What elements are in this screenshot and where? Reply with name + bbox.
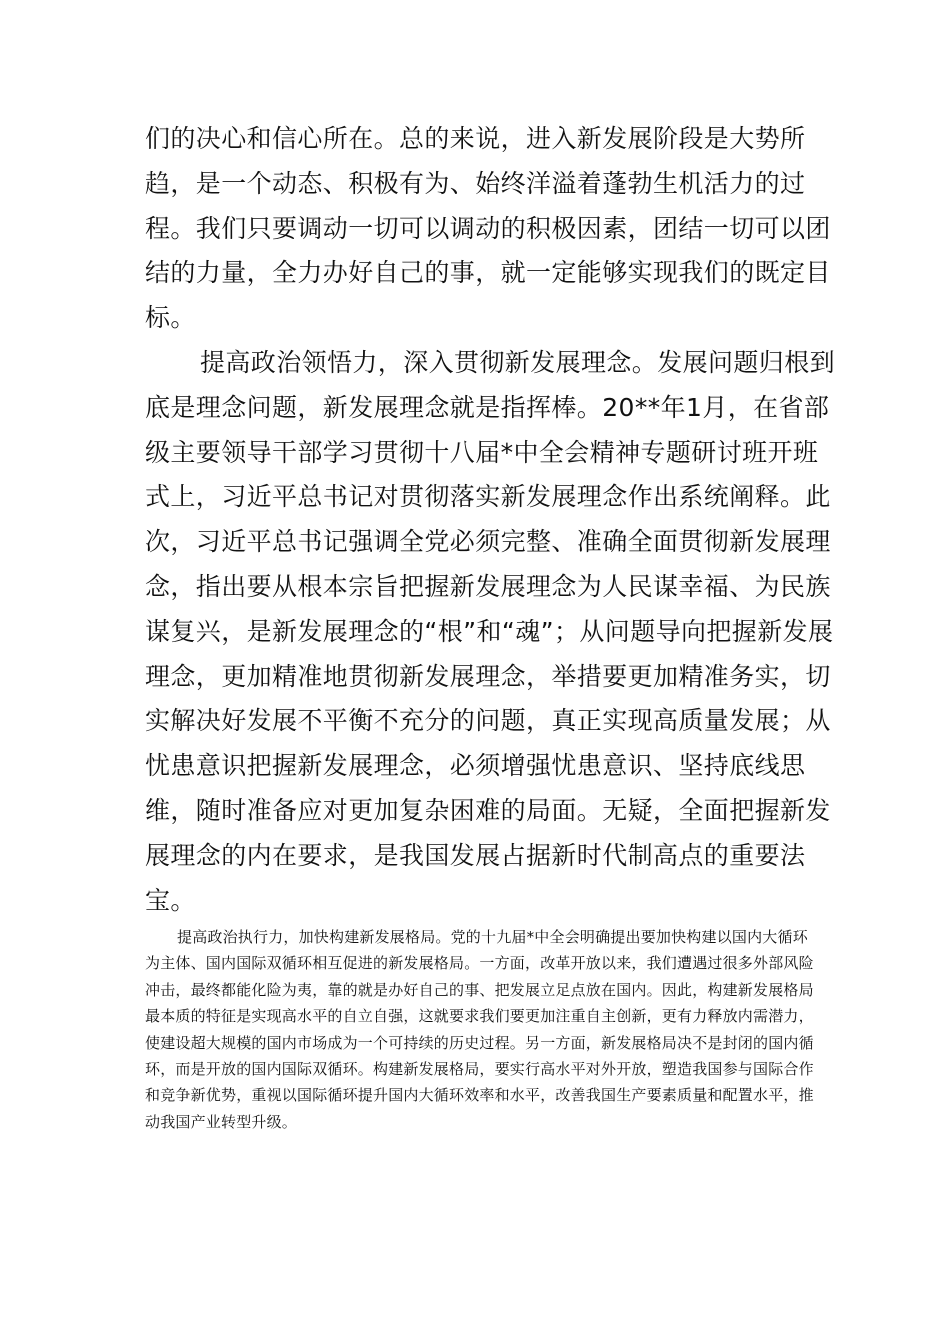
main-text-block [145,117,835,923]
paragraph-political-comprehension: 提高政治领悟力，深入贯彻新发展理念。发展问题归根到底是理念问题，新发展理念就是指挥棒。20**年1月，在省部级主要领导干部学习贯彻十八届*中全会精神专题研讨班开班式上，习近平总书记对贯彻落实新发展理念作出系统阐释。此次，习近平总书记强调全党必须完整、准确全面贯彻新发展理念，指出要从根本宗旨把握新发展理念为人民谋幸福、为民族谋复兴，是新发展理念的“根”和“魂”；从问题导向把握新发展理念，更加精准地贯彻新发展理念，举措要更加精准务实，切实解决好发展不平衡不充分的问题，真正实现高质量发展；从忧患意识把握新发展理念，必须增强忧患意识、坚持底线思维，随时准备应对更加复杂困难的局面。无疑，全面把握新发展理念的内在要求，是我国发展占据新时代制高点的重要法宝。 [145,347,836,915]
paragraph-political-execution: 提高政治执行力，加快构建新发展格局。党的十九届*中全会明确提出要加快构建以国内大循环为主体、国内国际双循环相互促进的新发展格局。一方面，改革开放以来，我们遭遇过很多外部风险冲击，最终都能化险为夷，靠的就是办好自己的事、把发展立足点放在国内。因此，构建新发展格局最本质的特征是实现高水平的自立自强，这就要求我们要更加注重自主创新，更有力释放内需潜力，使建设超大规模的国内市场成为一个可持续的历史过程。另一方面，新发展格局决不是封闭的国内循环，而是开放的国内国际双循环。构建新发展格局，要实行高水平对外开放，塑造我国参与国际合作和竞争新优势，重视以国际循环提升国内大循环效率和水平，改善我国生产要素质量和配置水平，推动我国产业转型升级。 [145,928,814,1131]
paragraph-continuation: 们的决心和信心所在。总的来说，进入新发展阶段是大势所趋，是一个动态、积极有为、始终洋溢着蓬勃生机活力的过程。我们只要调动一切可以调动的积极因素，团结一切可以团结的力量，全力办好自己的事，就一定能够实现我们的既定目标。 [145,124,831,333]
small-text-block [145,924,820,1135]
